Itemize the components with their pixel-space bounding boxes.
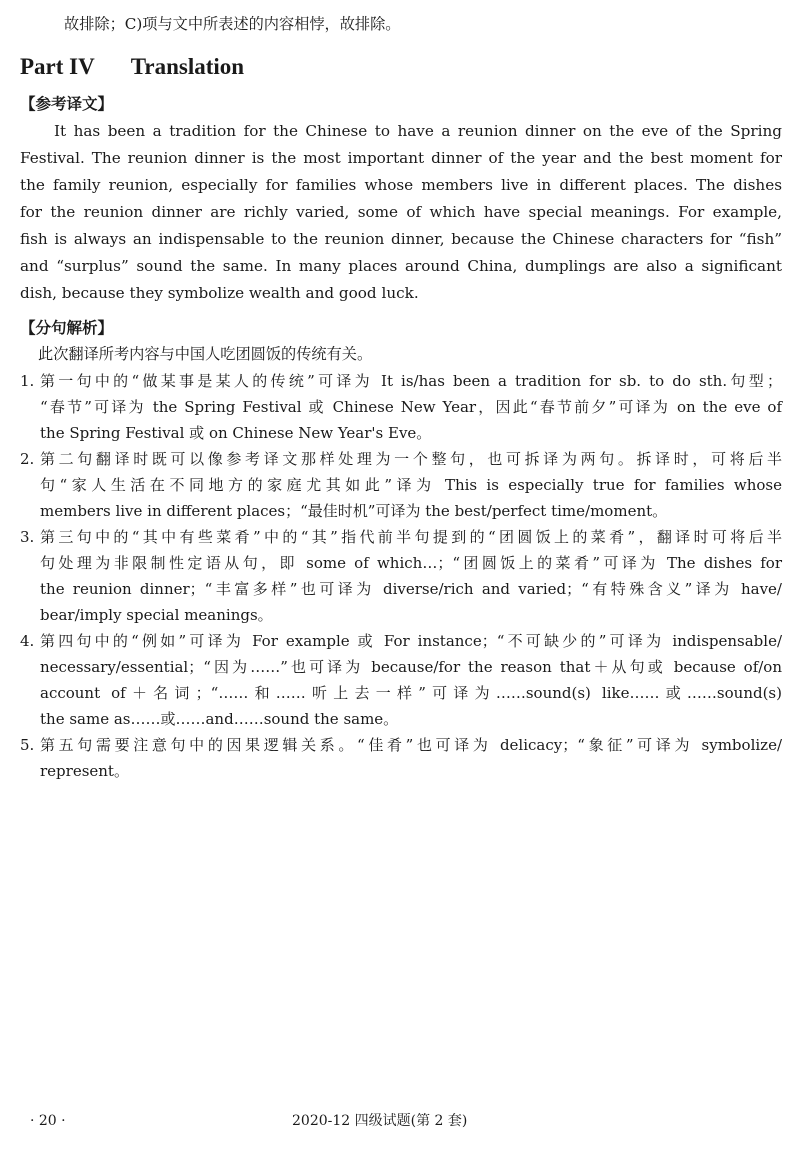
reference-line: dish, because they symbolize wealth and good luck.	[20, 284, 419, 302]
analysis-line: “春节”可译为 the Spring Festival 或 Chinese New Year，因此“春节前夕”可译为 on the eve of	[40, 398, 782, 416]
reference-heading: 【参考译文】	[20, 94, 114, 113]
analysis-line: account of＋名词；“……和……听上去一样”可译为……sound(s) like……或……sound(s)	[40, 684, 782, 702]
analysis-item-number: 4.	[20, 632, 35, 650]
analysis-intro: 此次翻译所考内容与中国人吃团圆饭的传统有关。	[38, 345, 373, 363]
analysis-item-number: 1.	[20, 372, 35, 390]
analysis-line: members live in different places；“最佳时机”可译为 the best/perfect time/moment。	[40, 502, 668, 520]
reference-line: Festival. The reunion dinner is the most important dinner of the year and the best moment for	[20, 149, 782, 167]
reference-line: and “surplus” sound the same. In many places around China, dumplings are also a significant	[20, 257, 782, 275]
analysis-item-number: 5.	[20, 736, 35, 754]
reference-line: fish is always an indispensable to the reunion dinner, because the Chinese characters for “fish”	[20, 230, 782, 248]
analysis-line: the Spring Festival 或 on Chinese New Year's Eve。	[40, 424, 432, 442]
analysis-line: the same as……或……and……sound the same。	[40, 710, 399, 728]
analysis-line: 第三句中的“其中有些菜肴”中的“其”指代前半句提到的“团圆饭上的菜肴”，翻译时可将后半	[40, 528, 782, 546]
page-number: · 20 ·	[30, 1113, 66, 1129]
part-heading	[20, 52, 244, 82]
analysis-line: 句处理为非限制性定语从句，即 some of which…；“团圆饭上的菜肴”可译为 The dishes for	[40, 554, 782, 572]
reference-line: for the reunion dinner are richly varied, some of which have special meanings. For example,	[20, 203, 782, 221]
analysis-line: represent。	[40, 762, 129, 780]
reference-line: It has been a tradition for the Chinese to have a reunion dinner on the eve of the Spring	[54, 122, 782, 140]
part-label: Part IV	[20, 54, 95, 79]
analysis-line: 第一句中的“做某事是某人的传统”可译为 It is/has been a tradition for sb. to do sth.句型；	[40, 372, 782, 390]
analysis-line: 第二句翻译时既可以像参考译文那样处理为一个整句，也可拆译为两句。拆译时，可将后半	[40, 450, 782, 468]
top-line: 故排除；C)项与文中所表述的内容相悖，故排除。	[64, 15, 401, 33]
analysis-line: bear/imply special meanings。	[40, 606, 273, 624]
analysis-line: 第四句中的“例如”可译为 For example 或 For instance；“不可缺少的”可译为 indispensable/	[40, 632, 782, 650]
analysis-item-number: 3.	[20, 528, 35, 546]
analysis-heading: 【分句解析】	[20, 318, 114, 337]
analysis-line: the reunion dinner；“丰富多样”也可译为 diverse/rich and varied；“有特殊含义”译为 have/	[40, 580, 782, 598]
footer-title: 2020-12 四级试题(第 2 套)	[292, 1113, 468, 1129]
analysis-line: necessary/essential；“因为……”也可译为 because/for the reason that＋从句或 because of/on	[40, 658, 782, 676]
part-title: Translation	[130, 54, 245, 79]
reference-line: the family reunion, especially for families whose members live in different places. The dishes	[20, 176, 782, 194]
analysis-line: 第五句需要注意句中的因果逻辑关系。“佳肴”也可译为 delicacy；“象征”可译为 symbolize/	[40, 736, 782, 754]
analysis-item-number: 2.	[20, 450, 35, 468]
analysis-line: 句“家人生活在不同地方的家庭尤其如此”译为 This is especially true for families whose	[40, 476, 782, 494]
